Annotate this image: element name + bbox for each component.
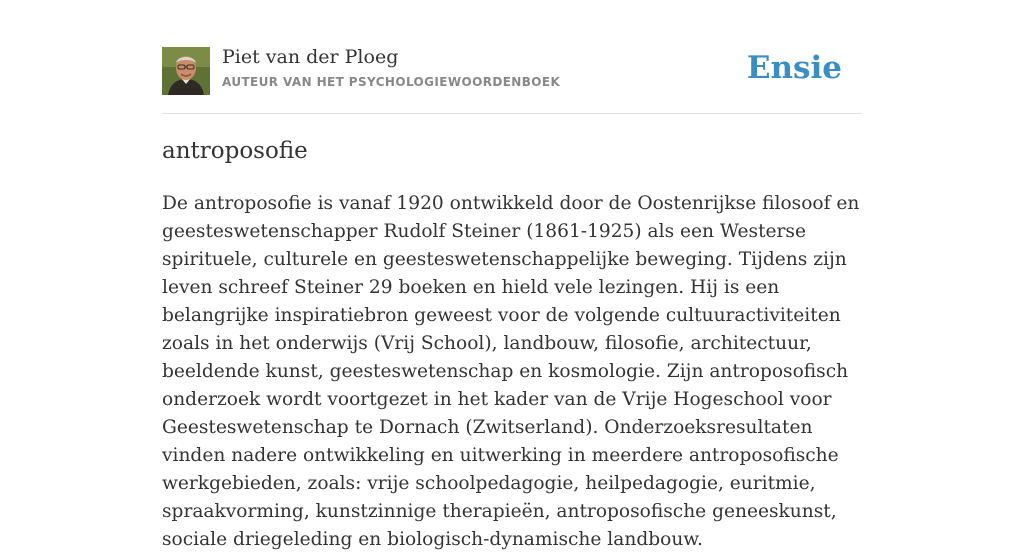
author-header — [162, 46, 862, 96]
author-role: AUTEUR VAN HET PSYCHOLOGIEWOORDENBOEK — [222, 75, 561, 89]
author-avatar[interactable] — [162, 47, 210, 95]
author-name[interactable]: Piet van der Ploeg — [222, 46, 399, 68]
header-divider — [162, 113, 862, 114]
entry-term: antroposofie — [162, 138, 308, 164]
ensie-logo[interactable]: Ensie — [746, 50, 842, 86]
entry-definition: De antroposofie is vanaf 1920 ontwikkeld door de Oostenrijkse filosoof en geesteswetenschapper Rudolf Steiner (1861-1925) als een Westerse spirituele, culturele en geesteswetenschappelijke beweging. Tijdens zijn leven schreef Steiner 29 boeken en hield vele lezingen. Hij is een belangrijke inspiratiebron geweest voor de volgende cultuuractiviteiten zoals in het onderwijs (Vrij School), landbouw, filosofie, architectuur, beeldende kunst, geesteswetenschap en kosmologie. Zijn antroposofisch onderzoek wordt voortgezet in het kader van de Vrije Hogeschool voor Geesteswetenschap te Dornach (Zwitserland). Onderzoeksresultaten vinden nadere ontwikkeling en uitwerking in meerdere antroposofische werkgebieden, zoals: vrije schoolpedagogie, heilpedagogie, euritmie, spraakvorming, kunstzinnige therapieën, antroposofische geneeskunst, sociale driegeleding en biologisch-dynamische landbouw. — [162, 193, 860, 550]
person-portrait-icon — [162, 47, 210, 95]
